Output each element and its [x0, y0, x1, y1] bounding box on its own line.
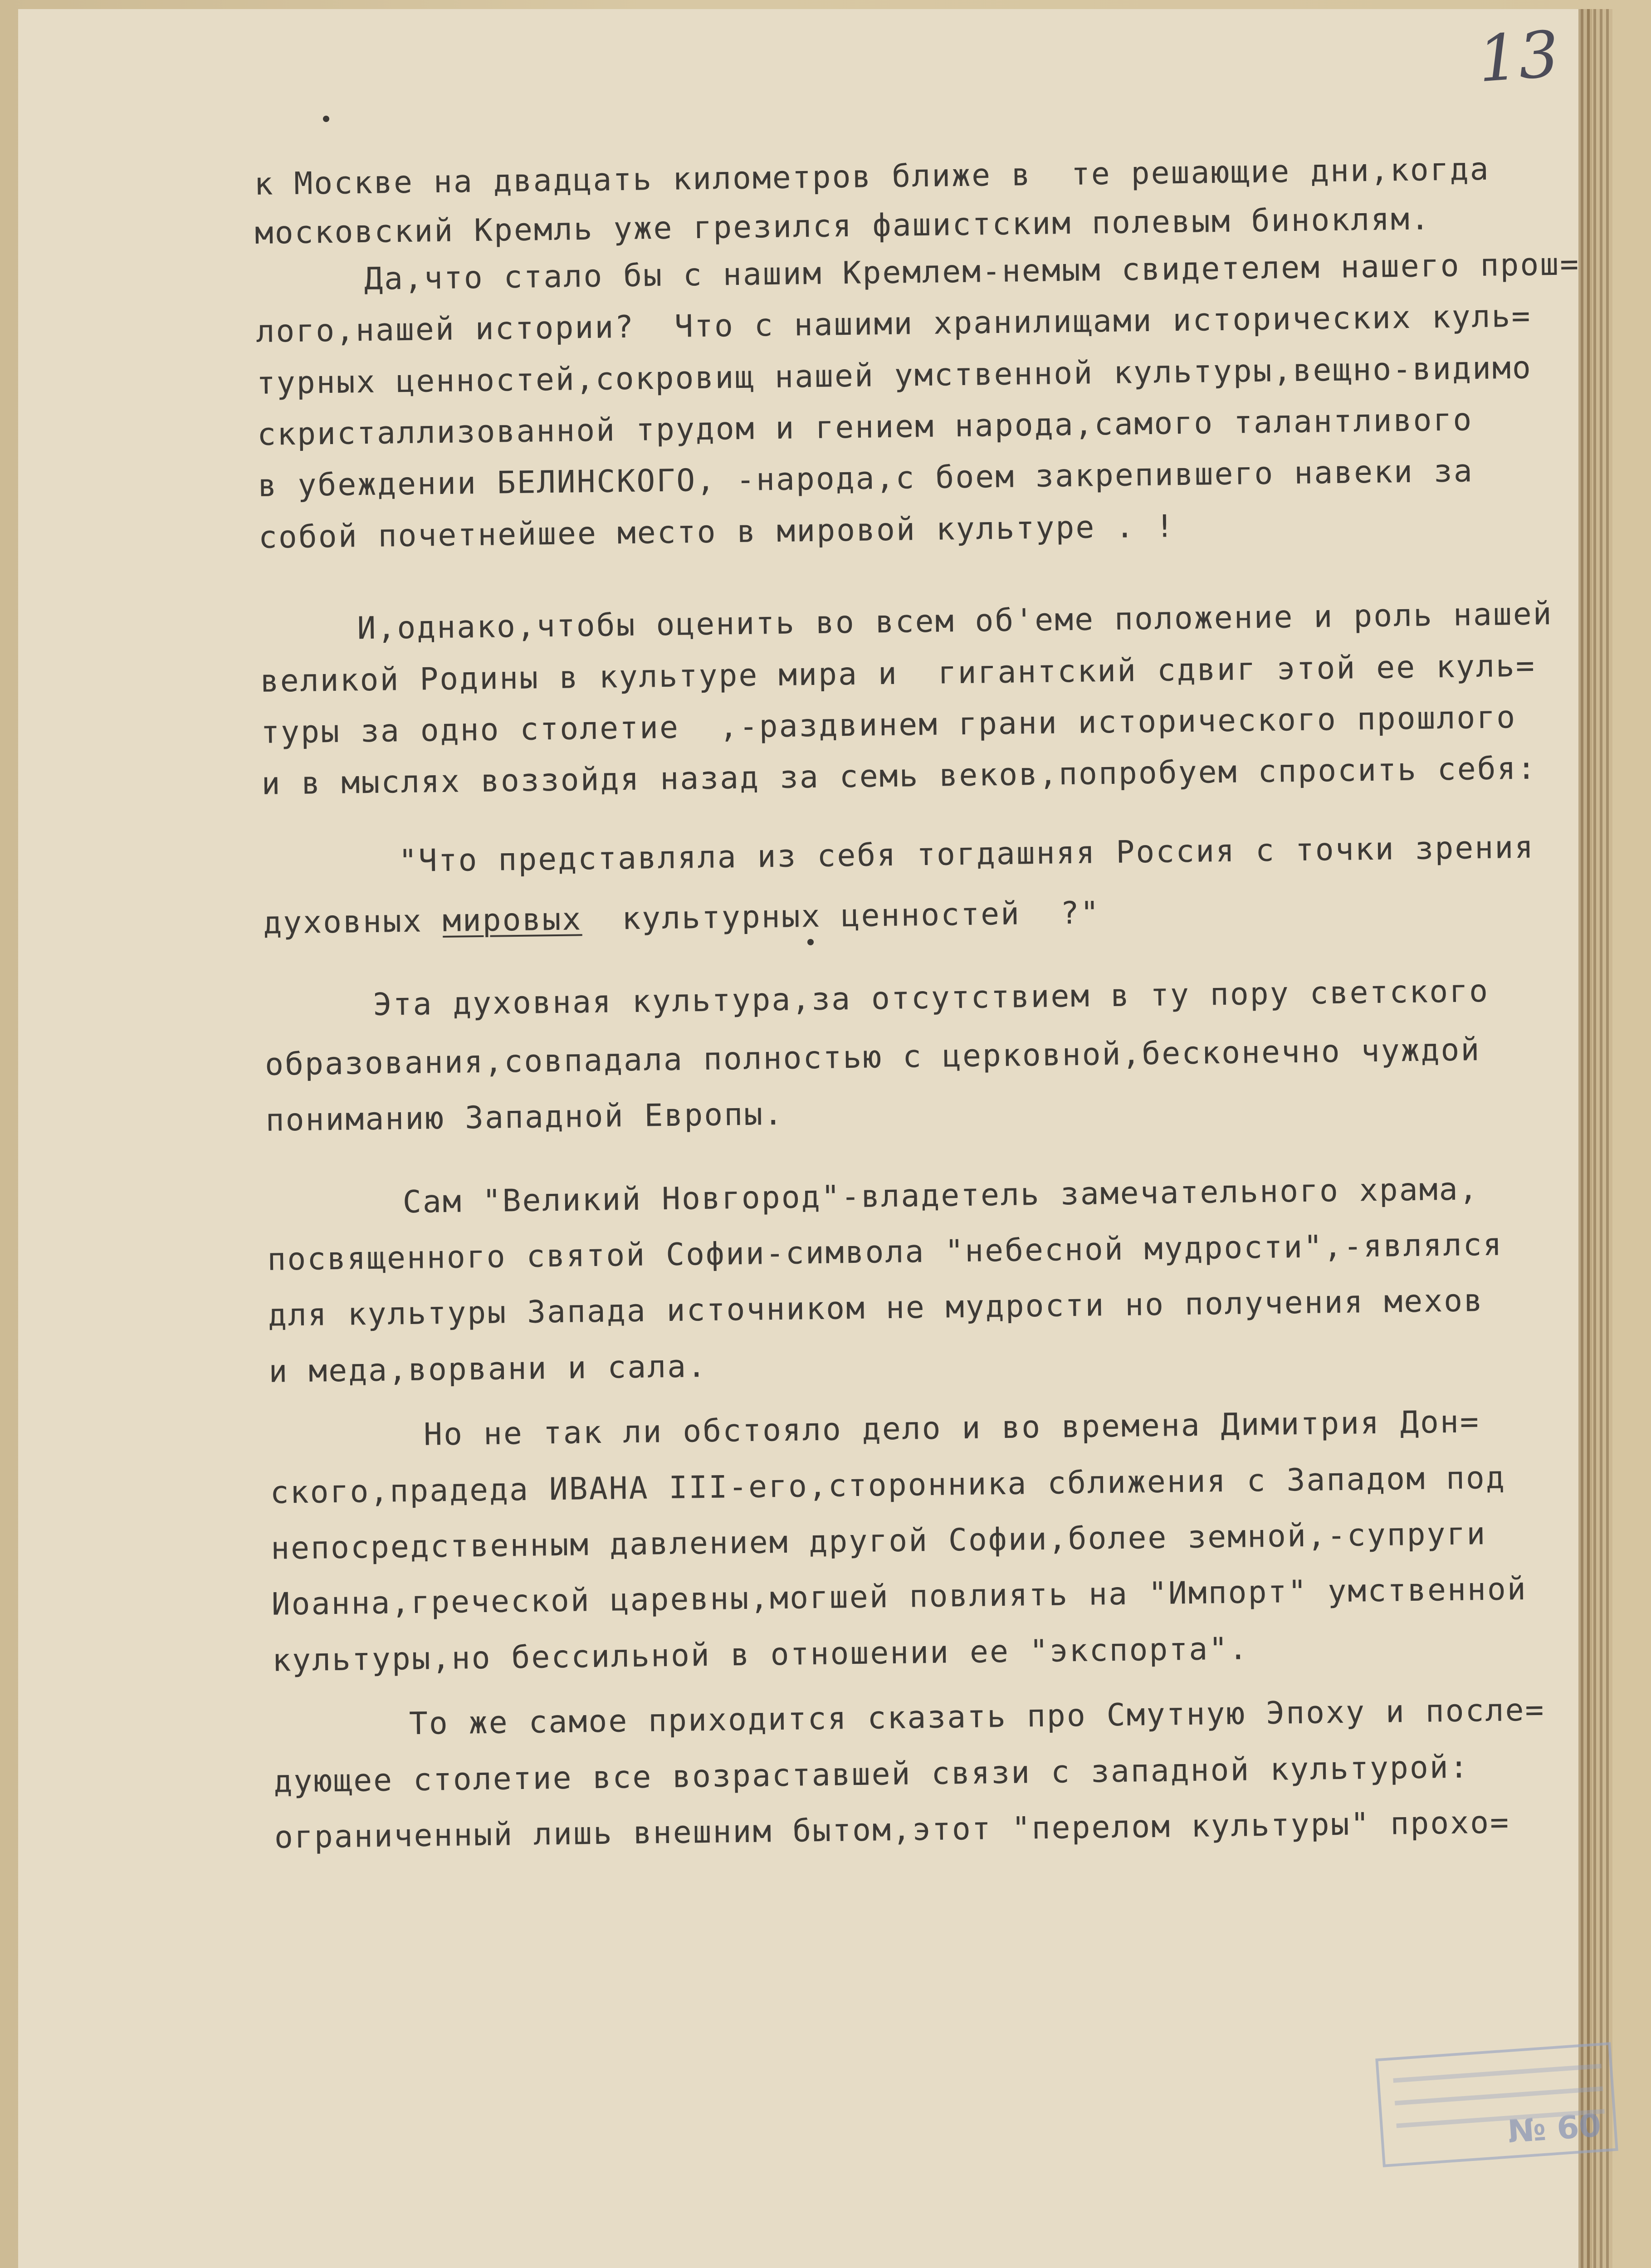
- text-line: Иоанна,греческой царевны,могшей повлиять на "Импорт" умственной: [271, 1571, 1528, 1623]
- page-number: 13: [1475, 17, 1562, 97]
- text-line: То же самое приходится сказать про Смутную Эпоху и после=: [409, 1692, 1545, 1742]
- archive-stamp: [1375, 2042, 1618, 2167]
- text-line: пониманию Западной Европы.: [265, 1096, 784, 1139]
- ink-dot: [323, 116, 329, 122]
- text-line: Сам "Великий Новгород"-владетель замечательного храма,: [402, 1171, 1479, 1220]
- text-line: к Москве на двадцать километров ближе в те решающие дни,когда: [254, 151, 1490, 202]
- underlined-word: мировых: [442, 901, 582, 939]
- stacked-pages-edge: [1581, 9, 1612, 2268]
- text-line: московский Кремль уже грезился фашистским полевым биноклям.: [254, 201, 1431, 252]
- text-line: великой Родины в культуре мира и гигантский сдвиг этой ее куль=: [260, 648, 1536, 699]
- text-line: Эта духовная культура,за отсутствием в ту пору светского: [373, 973, 1490, 1023]
- stamp-number: № 60: [1506, 2107, 1602, 2151]
- text-line: культуры,но бессильной в отношении ее "экспорта".: [272, 1631, 1249, 1679]
- text-line: для культуры Запада источником не мудрости но получения мехов: [268, 1283, 1484, 1334]
- text-line: лого,нашей истории? Что с нашими хранилищами исторических куль=: [255, 298, 1532, 350]
- text-line: дующее столетие все возраставшей связи с западной культурой:: [273, 1749, 1470, 1800]
- text-line: непосредственным давлением другой Софии,более земной,-супруги: [270, 1516, 1487, 1567]
- text-line: "Что представляла из себя тогдашняя Россия с точки зрения: [398, 829, 1535, 879]
- text-line: ограниченный лишь внешним бытом,этот "перелом культуры" прохо=: [274, 1804, 1510, 1856]
- ink-dot: [807, 939, 814, 945]
- text-line: Да,что стало бы с нашим Кремлем-немым свидетелем нашего прош=: [364, 246, 1580, 297]
- text-segment: духовных мировых культурных ценностей ?": [263, 895, 1101, 941]
- text-line: туры за одно столетие ,-раздвинем грани исторического прошлого: [260, 699, 1517, 751]
- text-line: и в мыслях воззойдя назад за семь веков,попробуем спросить себя:: [261, 750, 1537, 802]
- text-line: собой почетнейшее место в мировой культуре . !: [258, 508, 1176, 556]
- typewritten-text: [254, 152, 1590, 1877]
- text-line: [263, 891, 1579, 940]
- text-line: Но не так ли обстояло дело и во времена Димитрия Дон=: [423, 1404, 1480, 1453]
- text-line: посвященного святой Софии-символа "небесной мудрости",-являлся: [267, 1227, 1503, 1278]
- text-line: и меда,ворвани и сала.: [268, 1348, 708, 1390]
- text-line: образования,совпадала полностью с церковной,бесконечно чуждой: [264, 1031, 1481, 1083]
- text-line: скристаллизованной трудом и гением народа,самого талантливого: [257, 402, 1473, 453]
- text-line: И,однако,чтобы оценить во всем об'еме положение и роль нашей: [357, 596, 1553, 647]
- text-line: в убеждении БЕЛИНСКОГО, -народа,с боем закрепившего навеки за: [258, 453, 1474, 504]
- text-line: турных ценностей,сокровищ нашей умственной культуры,вещно-видимо: [256, 350, 1533, 401]
- text-line: ского,прадеда ИВАНА III-его,сторонника сближения с Западом под: [270, 1460, 1506, 1511]
